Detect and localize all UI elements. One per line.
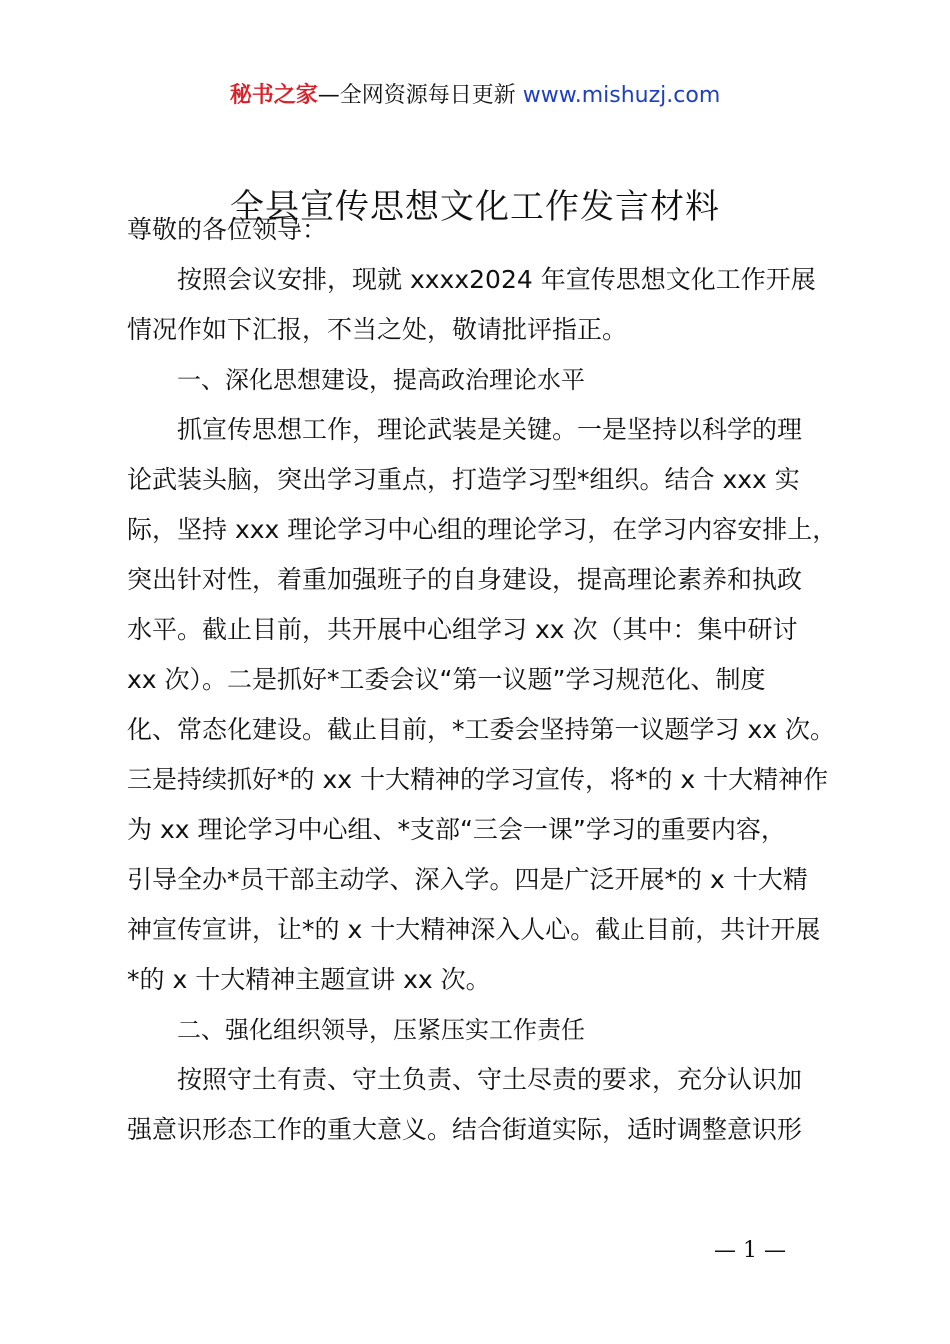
paragraph-line: 抓宣传思想工作，理论武装是关键。一是坚持以科学的理 (177, 415, 803, 444)
paragraph-line: 神宣传宣讲，让*的 x 十大精神深入人心。截止目前，共计开展 (127, 915, 821, 944)
paragraph-line: 化、常态化建设。截止目前，*工委会坚持第一议题学习 xx 次。 (127, 715, 835, 744)
paragraph-line: 水平。截止目前，共开展中心组学习 xx 次（其中：集中研讨 (127, 615, 798, 644)
brand-name: 秘书之家 (229, 83, 318, 108)
paragraph-line: 情况作如下汇报，不当之处，敬请批评指正。 (127, 315, 628, 344)
section-heading: 二、强化组织领导，压紧压实工作责任 (177, 1016, 585, 1044)
paragraph-line: 为 xx 理论学习中心组、*支部“三会一课”学习的重要内容， (127, 815, 786, 844)
document-body (127, 205, 839, 1155)
paragraph-line: 三是持续抓好*的 xx 十大精神的学习宣传，将*的 x 十大精神作 (127, 765, 829, 794)
paragraph-line: 突出针对性，着重加强班子的自身建设，提高理论素养和执政 (127, 565, 803, 594)
document-title: 全县宣传思想文化工作发言材料 (230, 187, 720, 227)
site-header (0, 80, 950, 112)
paragraph-line: xx 次）。二是抓好*工委会议“第一议题”学习规范化、制度 (127, 665, 766, 694)
paragraph-line: 际，坚持 xxx 理论学习中心组的理论学习，在学习内容安排上， (127, 515, 838, 544)
paragraph-line: 强意识形态工作的重大意义。结合街道实际，适时调整意识形 (127, 1115, 803, 1144)
site-url-link[interactable]: www.mishuzj.com (522, 83, 721, 108)
paragraph-line: *的 x 十大精神主题宣讲 xx 次。 (127, 965, 491, 994)
page-number: — 1 — (714, 1238, 786, 1263)
salutation: 尊敬的各位领导： (127, 215, 328, 244)
paragraph-line: 论武装头脑，突出学习重点，打造学习型*组织。结合 xxx 实 (127, 465, 800, 494)
section-heading: 一、深化思想建设，提高政治理论水平 (177, 366, 585, 394)
paragraph-line: 引导全办*员干部主动学、深入学。四是广泛开展*的 x 十大精 (127, 865, 808, 894)
paragraph-line: 按照会议安排，现就 xxxx2024 年宣传思想文化工作开展 (177, 265, 816, 294)
paragraph-line: 按照守土有责、守土负责、守土尽责的要求，充分认识加 (177, 1065, 803, 1094)
header-slogan: —全网资源每日更新 (317, 83, 516, 108)
